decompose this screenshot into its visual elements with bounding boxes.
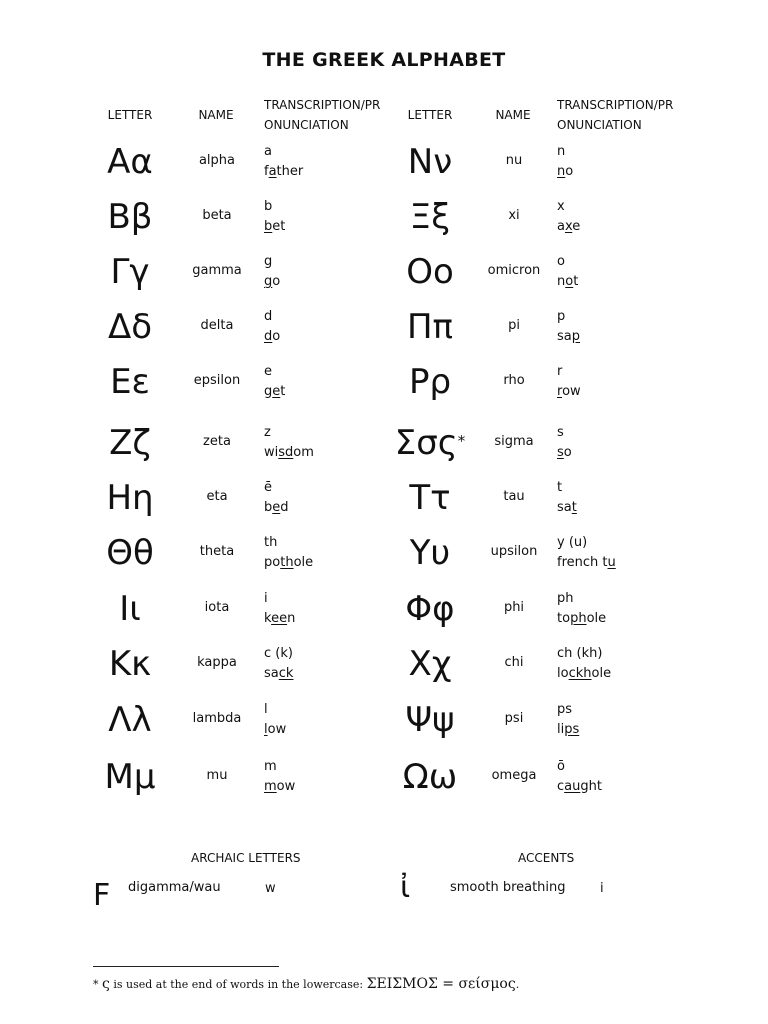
example-highlight: d [264,329,273,344]
accent-name: smooth breathing [450,880,566,895]
pronunciation-example [264,609,295,629]
greek-letter-glyph: Υυ [409,533,451,573]
transcription-psi [557,700,579,740]
transcription: ps [557,702,573,717]
example-highlight: ph [570,611,587,626]
example-highlight: ck [278,666,294,681]
greek-letter-glyph: Χχ [408,644,452,684]
example-prefix: wi [264,445,279,460]
transcription: a [264,144,272,159]
example-highlight: m [264,779,277,794]
example-suffix: ght [580,779,602,794]
transcription: b [264,199,273,214]
footnote-end: . [515,978,520,991]
example-prefix: g [264,384,273,399]
transcription: i [264,591,268,606]
accent-value: i [600,881,604,896]
transcription-tau [557,478,577,518]
example-suffix: ole [591,666,612,681]
header-name-right: NAME [495,108,531,122]
greek-letter-glyph: Ρρ [408,362,452,402]
pronunciation-example [264,553,313,573]
letter-name-alpha: alpha [198,153,236,168]
footnote [93,976,519,993]
transcription: z [264,425,271,440]
example-suffix: ow [276,779,296,794]
greek-letter-glyph: Ββ [107,197,153,237]
example-highlight: ee [271,611,288,626]
transcription-lambda [264,700,286,740]
letter-name-lambda: lambda [192,711,242,726]
pronunciation-example [557,777,602,797]
header-letter-left: LETTER [107,108,153,122]
header-name-left: NAME [198,108,234,122]
example-highlight: l [264,722,268,737]
pronunciation-example [264,720,286,740]
greek-letter-glyph: Κκ [108,644,152,684]
pronunciation-example [264,327,280,347]
example-highlight: o [565,274,574,289]
transcription-iota [264,589,295,629]
transcription-epsilon [264,362,285,402]
transcription-omicron [557,252,578,292]
letter-name-chi: chi [504,655,524,670]
example-suffix: om [293,445,314,460]
greek-letter-glyph: Νν [407,142,453,182]
example-highlight: a [268,164,277,179]
transcription: th [264,535,278,550]
pronunciation-example [557,382,581,402]
greek-letter-glyph: Λλ [108,700,152,740]
greek-letter-glyph: Σσς [394,423,458,463]
example-highlight: e [272,500,281,515]
pronunciation-example [557,609,606,629]
greek-letter-glyph: Φφ [405,589,455,629]
transcription-xi [557,197,580,237]
letter-name-phi: phi [503,600,525,615]
transcription-theta [264,533,313,573]
example-highlight: s [557,445,564,460]
example-highlight: th [280,555,294,570]
example-highlight: p [571,329,581,344]
example-prefix: b [264,500,273,515]
pronunciation-example [264,498,289,518]
example-suffix: ole [293,555,314,570]
example-suffix: n [287,611,296,626]
example-prefix: k [264,611,272,626]
letter-name-theta: theta [199,544,235,559]
example-suffix: ole [586,611,607,626]
footnote-rule [93,966,279,967]
transcription: r [557,364,563,379]
pronunciation-example [557,553,616,573]
letter-name-epsilon: epsilon [193,373,241,388]
greek-letter-glyph: Ππ [406,307,454,347]
pronunciation-example [557,498,577,518]
greek-letter-glyph: Αα [107,142,153,182]
transcription: e [264,364,272,379]
example-prefix: lo [557,666,569,681]
greek-letter-glyph: Εε [110,362,150,402]
transcription-mu [264,757,295,797]
example-highlight: n [557,164,566,179]
example-suffix: d [280,500,289,515]
transcription-zeta [264,423,314,463]
greek-letter-glyph: Ψψ [405,700,455,740]
transcription: t [557,480,563,495]
greek-letter-glyph: Ηη [106,478,154,518]
transcription: x [557,199,565,214]
example-suffix: o [272,329,281,344]
example-highlight: u [607,555,616,570]
archaic-value: w [265,881,276,896]
example-suffix: o [563,445,572,460]
example-suffix: o [565,164,574,179]
transcription: c (k) [264,646,293,661]
pronunciation-example [264,272,280,292]
transcription-phi [557,589,606,629]
letter-name-kappa: kappa [197,655,237,670]
pronunciation-example [264,664,293,684]
letter-name-omicron: omicron [487,263,541,278]
greek-letter-glyph: Ιι [119,589,141,629]
accents-heading: ACCENTS [518,851,575,865]
footnote-marker: * [457,432,466,450]
pronunciation-example [557,720,579,740]
transcription-gamma [264,252,280,292]
transcription: g [264,254,273,269]
footnote-text: is used at the end of words in the lowercase: [109,978,367,991]
transcription: p [557,309,566,324]
example-highlight: t [571,500,577,515]
example-prefix: f [264,164,269,179]
transcription: s [557,425,564,440]
example-suffix: et [272,219,286,234]
pronunciation-example [264,162,303,182]
greek-letter-glyph: Οο [406,252,454,292]
letter-name-mu: mu [206,768,228,783]
example-suffix: e [572,219,581,234]
transcription-sigma [557,423,572,463]
pronunciation-example [557,443,572,463]
letter-name-eta: eta [206,489,228,504]
example-prefix: po [264,555,281,570]
example-highlight: ckh [568,666,592,681]
transcription: d [264,309,273,324]
transcription-rho [557,362,581,402]
transcription: l [264,702,268,717]
transcription-eta [264,478,289,518]
transcription: o [557,254,565,269]
example-highlight: ps [564,722,580,737]
example-suffix: t [573,274,579,289]
pronunciation-example [557,327,580,347]
header-transcription-left: TRANSCRIPTION/PR ONUNCIATION [264,98,381,132]
pronunciation-example [557,162,573,182]
archaic-name: digamma/wau [128,880,221,895]
example-prefix: a [557,219,565,234]
header-transcription-right: TRANSCRIPTION/PR ONUNCIATION [557,98,674,132]
pronunciation-example [264,217,285,237]
letter-name-delta: delta [200,318,234,333]
example-highlight: b [264,219,273,234]
letter-name-tau: tau [503,489,525,504]
pronunciation-example [557,272,578,292]
letter-name-sigma: sigma [494,434,534,449]
example-highlight: sd [278,445,294,460]
transcription: ph [557,591,574,606]
greek-letter-glyph: Θθ [106,533,154,573]
example-highlight: r [557,384,563,399]
header-letter-right: LETTER [407,108,453,122]
greek-letter-glyph: Μμ [104,757,156,797]
greek-letter-glyph: Γγ [110,252,150,292]
letter-name-rho: rho [503,373,525,388]
greek-letter-glyph: Ζζ [109,423,151,463]
letter-name-beta: beta [202,208,232,223]
example-highlight: g [264,274,273,289]
transcription-pi [557,307,580,347]
example-prefix: li [557,722,565,737]
example-suffix: ow [267,722,287,737]
transcription-omega [557,757,602,797]
example-highlight: x [564,219,573,234]
pronunciation-example [264,443,314,463]
letter-name-xi: xi [508,208,520,223]
page-title: THE GREEK ALPHABET [262,49,506,71]
archaic-heading: ARCHAIC LETTERS [191,851,301,865]
pronunciation-example [557,664,611,684]
letter-name-upsilon: upsilon [490,544,538,559]
pronunciation-example [264,382,285,402]
letter-name-zeta: zeta [203,434,231,449]
example-prefix: to [557,611,571,626]
accent-glyph: ἰ [400,870,411,905]
transcription-alpha [264,142,303,182]
archaic-glyph: Ϝ [93,878,111,913]
example-prefix: sa [557,500,572,515]
transcription: m [264,759,277,774]
transcription: n [557,144,566,159]
example-suffix: ow [562,384,581,399]
transcription-chi [557,644,611,684]
example-highlight: e [272,384,281,399]
transcription: ō [557,759,565,774]
letter-name-nu: nu [505,153,523,168]
pronunciation-example [264,777,295,797]
example-suffix: ther [276,164,304,179]
example-suffix: o [272,274,281,289]
greek-letter-glyph: Ττ [409,478,451,518]
footnote-mark: * [93,978,99,991]
letter-name-iota: iota [204,600,230,615]
transcription-upsilon [557,533,616,573]
letter-name-gamma: gamma [192,263,242,278]
footnote-example: ΣΕΙΣΜΟΣ = σείσμος [366,976,516,992]
example-prefix: sa [264,666,279,681]
transcription: ē [264,480,272,495]
letter-name-omega: omega [491,768,537,783]
greek-letter-glyph: Ξξ [409,197,451,237]
example-suffix: t [280,384,286,399]
greek-letter-glyph: Δδ [107,307,153,347]
example-prefix: french t [557,555,608,570]
pronunciation-example [557,217,580,237]
footnote-glyph: ς [102,976,110,992]
transcription-kappa [264,644,293,684]
letter-name-pi: pi [508,318,520,333]
example-prefix: sa [557,329,572,344]
transcription: y (u) [557,535,588,550]
letter-name-psi: psi [504,711,524,726]
example-highlight: au [564,779,581,794]
transcription-delta [264,307,280,347]
example-prefix: c [557,779,565,794]
example-prefix: n [557,274,566,289]
transcription-nu [557,142,573,182]
transcription-beta [264,197,285,237]
transcription: ch (kh) [557,646,603,661]
greek-letter-glyph: Ωω [402,757,458,797]
